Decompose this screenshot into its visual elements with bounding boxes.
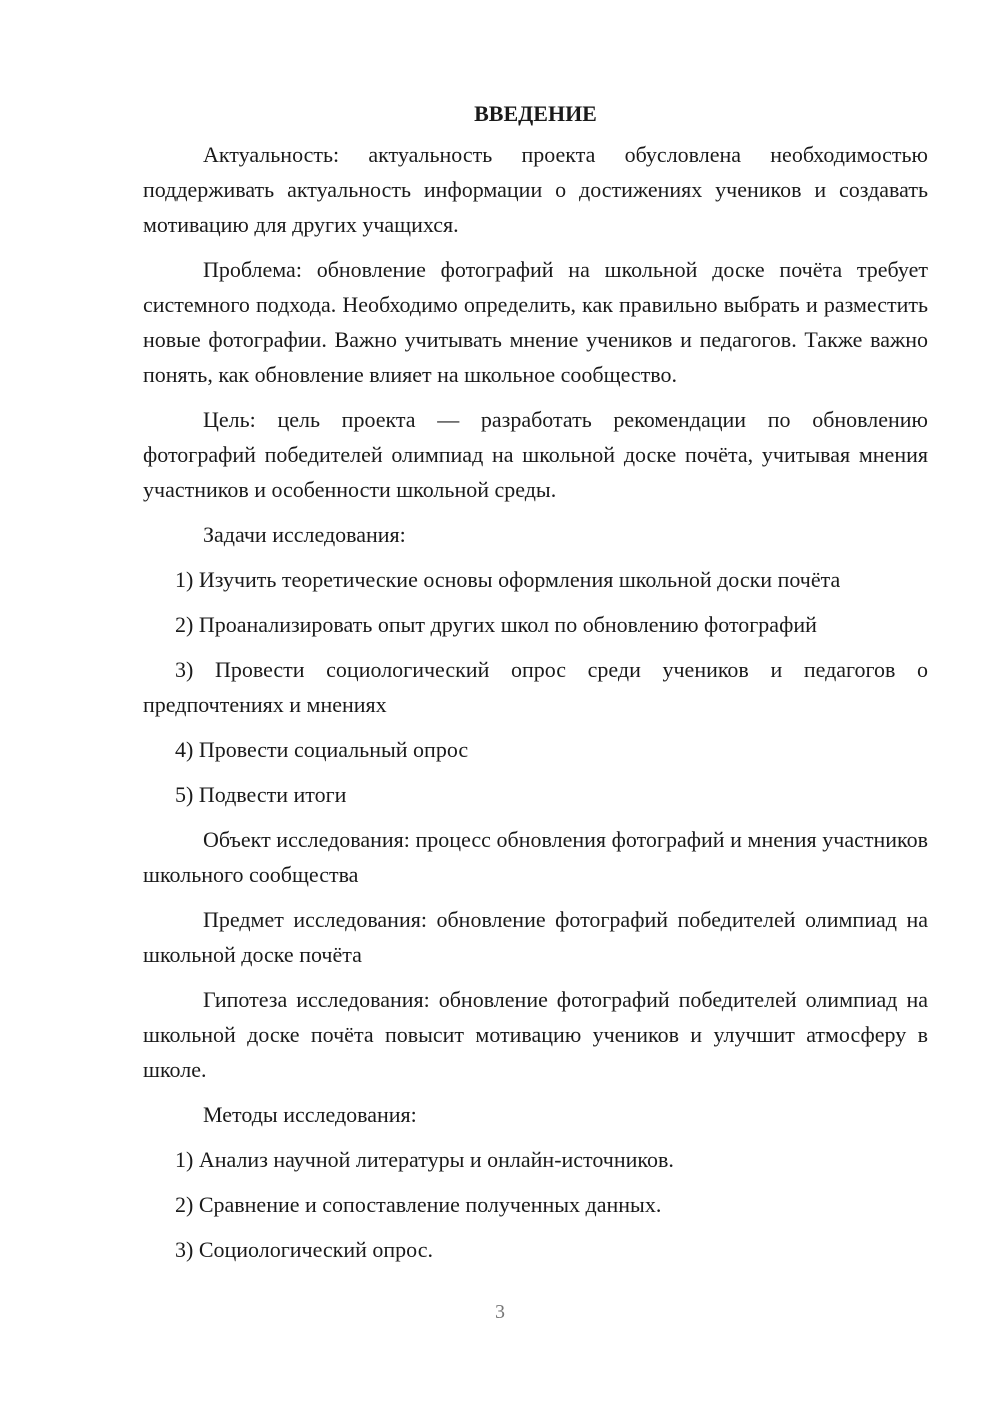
task-item: 2) Проанализировать опыт других школ по обновлению фотографий	[175, 612, 817, 637]
subject-paragraph: Предмет исследования: обновление фотографий победителей олимпиад на школьной доске почёта	[143, 907, 928, 967]
task-item: 3) Провести социологический опрос среди учеников и педагогов о предпочтениях и мнениях	[143, 657, 928, 717]
goal-paragraph: Цель: цель проекта — разработать рекомендации по обновлению фотографий победителей олимпиад на школьной доске почёта, учитывая мнения участников и особенности школьной среды.	[143, 407, 928, 502]
method-item: 2) Сравнение и сопоставление полученных данных.	[175, 1192, 662, 1217]
task-item: 1) Изучить теоретические основы оформления школьной доски почёта	[175, 567, 841, 592]
hypothesis-paragraph: Гипотеза исследования: обновление фотографий победителей олимпиад на школьной доске почёта повысит мотивацию учеников и улучшит атмосферу в школе.	[143, 987, 928, 1082]
relevance-paragraph: Актуальность: актуальность проекта обусловлена необходимостью поддерживать актуальность информации о достижениях учеников и создавать мотивацию для других учащихся.	[143, 142, 928, 237]
page-number: 3	[495, 1301, 505, 1323]
task-item: 5) Подвести итоги	[175, 782, 347, 807]
page-content	[143, 96, 928, 1267]
tasks-heading: Задачи исследования:	[203, 522, 406, 547]
method-item: 3) Социологический опрос.	[175, 1237, 433, 1262]
page-title: ВВЕДЕНИЕ	[474, 101, 597, 126]
problem-paragraph: Проблема: обновление фотографий на школьной доске почёта требует системного подхода. Необходимо определить, как правильно выбрать и разместить новые фотографии. Важно учитывать мнение учеников и педагогов. Также важно понять, как обновление влияет на школьное сообщество.	[143, 257, 928, 387]
task-item: 4) Провести социальный опрос	[175, 737, 469, 762]
method-item: 1) Анализ научной литературы и онлайн-источников.	[175, 1147, 674, 1172]
object-paragraph: Объект исследования: процесс обновления фотографий и мнения участников школьного сообщества	[143, 827, 928, 887]
methods-heading: Методы исследования:	[203, 1102, 417, 1127]
